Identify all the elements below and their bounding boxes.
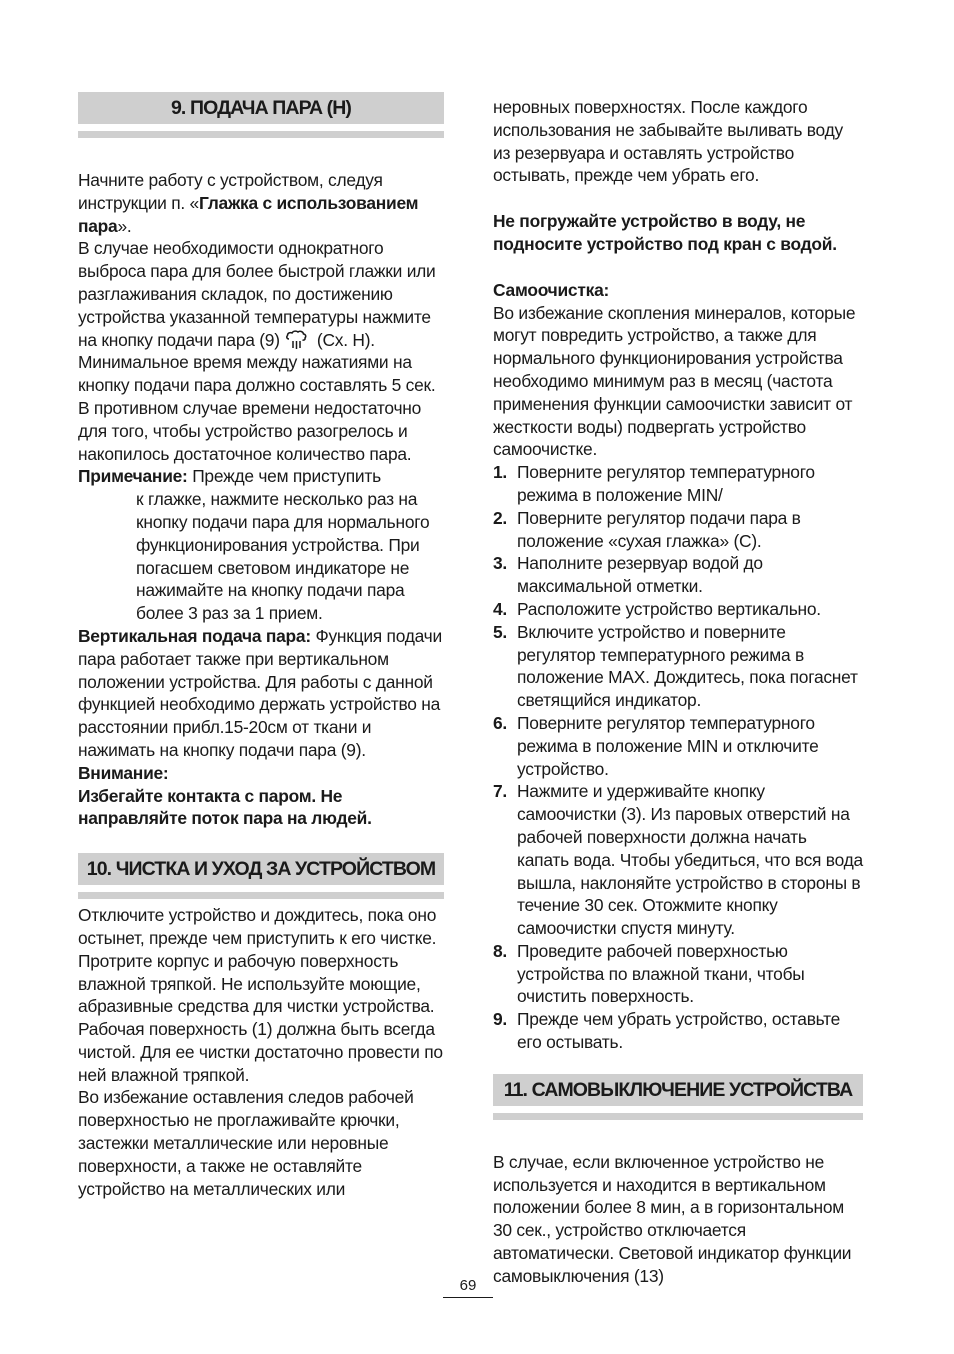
vertical-steam-text: Функция подачи пара работает также при вертикальном положении устройства. Для работы с данной функцией необходимо держать устройство на расстоянии прибл.15-20см от ткани и нажимать на кнопку подачи пара (9). — [78, 625, 442, 760]
selfclean-intro: Во избежание скопления минералов, которые могут повредить устройство, а также для нормального функционирования устройства необходимо минимум раз в месяц (частота применения функции самоочистки зависит от жесткости воды) подвергать устройство самоочистке. — [493, 302, 856, 460]
list-item — [493, 712, 863, 780]
section-9-intro — [78, 169, 444, 237]
intro-text: Начните работу с устройством, следуя инструкции п. « — [78, 170, 383, 213]
list-item — [493, 598, 863, 621]
vertical-steam-label: Вертикальная подача пара: — [78, 625, 311, 646]
step-number: 1. — [493, 462, 508, 483]
step-text: Расположите устройство вертикально. — [517, 598, 821, 619]
list-item — [493, 461, 863, 507]
cleaning-paragraph-1: Отключите устройство и дождитесь, пока оно остынет, прежде чем приступить к его чистке. — [78, 905, 437, 948]
step-text: Поверните регулятор температурного режима в положение MIN и отключите устройство. — [517, 712, 819, 779]
list-item — [493, 940, 863, 1008]
step-text: Поверните регулятор подачи пара в положение «сухая глажка» (С). — [517, 507, 801, 551]
selfclean-label — [493, 279, 863, 302]
water-warning-text: Не погружайте устройство в воду, не подносите устройство под кран с водой. — [493, 211, 837, 254]
section-11-heading: 11. САМОВЫКЛЮЧЕНИЕ УСТРОЙСТВА — [493, 1074, 863, 1113]
spacer — [493, 256, 863, 279]
list-item — [493, 552, 863, 598]
step-text: Прежде чем убрать устройство, оставьте его остывать. — [517, 1009, 841, 1053]
step-text: Наполните резервуар водой до максимальной отметки. — [517, 553, 763, 597]
step-text: Поверните регулятор температурного режима в положение MIN/ — [517, 462, 815, 505]
note-label: Примечание: — [78, 466, 188, 487]
cleaning-paragraph-2: Протрите корпус и рабочую поверхность влажной тряпкой. Не используйте моющие, абразивные средства для чистки устройства. — [78, 950, 435, 1017]
steam-burst-text: В случае необходимости однократного выброса пара для более быстрой глажки или разглаживания складок, по достижению устройства указанной температуры нажмите на кнопку подачи пара (9) — [78, 238, 436, 350]
cleaning-paragraph-3: Рабочая поверхность (1) должна быть всегда чистой. Для ее чистки достаточно провести по ней влажной тряпкой. — [78, 1019, 443, 1085]
step-number: 6. — [493, 712, 508, 733]
spacer — [493, 1054, 863, 1074]
step-text: Проведите рабочей поверхностью устройства по влажной ткани, чтобы очистить поверхность. — [517, 940, 805, 1007]
spacer — [493, 187, 863, 210]
section-9-heading: 9. ПОДАЧА ПАРА (H) — [78, 92, 444, 131]
cleaning-paragraph-4: Во избежание оставления следов рабочей поверхностью не проглаживайте крючки, застежки металлические или неровные поверхности, а также не оставляйте устройство на металлических или — [78, 1087, 414, 1199]
step-number: 8. — [493, 940, 508, 961]
intro-text-end: ». — [117, 215, 132, 236]
warning-label — [78, 762, 444, 785]
step-text: Нажмите и удерживайте кнопку самоочистки (3). Из паровых отверстий на рабочей поверхности должна начать капать вода. Чтобы убедиться, что вся вода вышла, наклоняйте устройство в стороны в течение 30 сек. Отожмите кнопку самоочистки спустя минуту. — [517, 781, 863, 939]
steam-burst-paragraph — [78, 237, 444, 465]
left-column — [78, 92, 444, 1200]
step-number: 2. — [493, 507, 508, 528]
step-number: 9. — [493, 1009, 508, 1030]
spacer — [78, 830, 444, 853]
list-item — [493, 780, 863, 940]
auto-off-paragraph: В случае, если включенное устройство не используется и находится в вертикальном положении более 8 мин, а в горизонтальном 30 сек., устройство отключается автоматически. Световой индикатор функции самовыключения (13) — [493, 1151, 852, 1286]
water-warning — [493, 210, 863, 256]
right-column — [493, 96, 863, 1288]
note-text: к глажке, нажмите несколько раз на кнопку подачи пара для нормального функционирования устройства. При погасшем световом индикаторе не нажимайте на кнопку подачи пара более 3 раз за 1 прием. — [136, 489, 430, 624]
note-first-line — [78, 465, 444, 488]
intro-bold-reference: Глажка с использованием пара — [78, 192, 419, 236]
warning-text — [78, 785, 444, 831]
step-number: 7. — [493, 781, 508, 802]
list-item — [493, 621, 863, 712]
steam-burst-icon — [284, 330, 312, 350]
selfclean-steps — [493, 461, 863, 1054]
step-number: 4. — [493, 598, 508, 619]
step-number: 3. — [493, 553, 508, 574]
warning-label-text: Внимание: — [78, 762, 169, 783]
step-text: Включите устройство и поверните регулятор температурного режима в положение MAX. Дождитесь, пока погаснет светящийся индикатор. — [517, 621, 858, 711]
vertical-steam-paragraph — [78, 625, 444, 762]
cleaning-paragraph-5: неровных поверхностях. После каждого использования не забывайте выливать воду из резервуара и оставлять устройство остывать, прежде чем убрать его. — [493, 97, 843, 186]
section-10-heading: 10. ЧИСТКА И УХОД ЗА УСТРОЙСТВОМ — [78, 853, 444, 892]
page-number: 69 — [443, 1276, 493, 1298]
warning-text-bold: Избегайте контакта с паром. Не направляйте поток пара на людей. — [78, 785, 372, 829]
selfclean-label-text: Самоочистка: — [493, 279, 610, 300]
list-item — [493, 507, 863, 553]
steam-burst-text-end: (Сх. Н). Минимальное время между нажатиями на кнопку подачи пара должно составлять 5 сек. В противном случае времени недостаточно для того, чтобы устройство разогрелось и накопилось достаточное количество пара. — [78, 329, 436, 464]
note-text-first: Прежде чем приступить — [192, 466, 381, 487]
step-number: 5. — [493, 621, 508, 642]
list-item — [493, 1008, 863, 1054]
